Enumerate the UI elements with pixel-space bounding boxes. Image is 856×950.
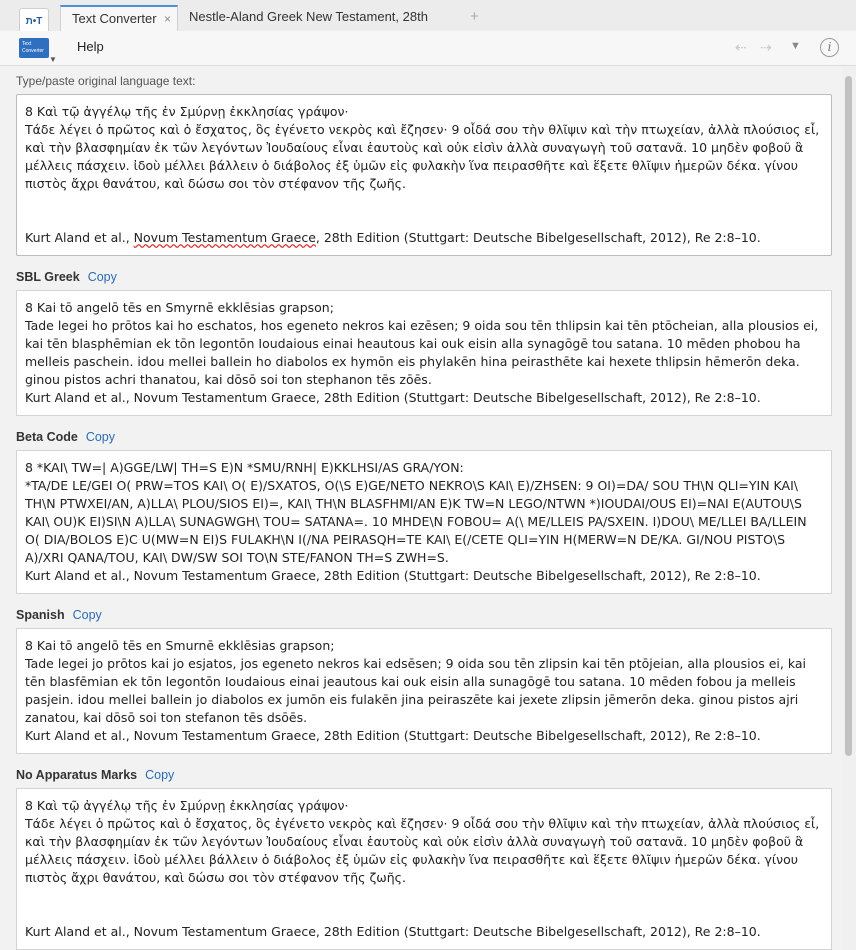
spanish-copy-button[interactable]: Copy: [72, 608, 102, 622]
spanish-line-1: 8 Kai tō angelō tēs en Smurnē ekklēsias grapson;: [25, 638, 335, 653]
beta-copy-button[interactable]: Copy: [85, 430, 116, 444]
tab-text-converter-label: Text Converter: [72, 11, 157, 26]
spanish-citation: Kurt Aland et al., Novum Testamentum Graece, 28th Edition (Stuttgart: Deutsche Bibelgesellschaft, 2012), Re 2:8–10.: [25, 728, 761, 743]
sbl-line-2: Tade legei ho prōtos kai ho eschatos, hos egeneto nekros kai ezēsen; 9 oida sou tēn thlipsin kai tēn ptōcheian, alla plousios ei, kai tēn blasphēmian ek tōn legontōn Ioudaious einai heautous kai ouk eisin alla synagōgē tou satana. 10 mēden phobou ha melleis paschein. idou mellei ballein ho diabolos ex hymōn eis phylakēn hina peirasthēte kai hexete thlipsin hēmerōn deka. ginou pistos achri thanatou, kai dōsō soi ton stephanon tēs zōēs.: [25, 318, 819, 387]
beta-code-output: [16, 450, 832, 594]
app-logo-icon: ת•T: [19, 8, 49, 36]
info-icon[interactable]: i: [820, 38, 839, 57]
sbl-greek-heading: SBL Greek Copy: [16, 270, 117, 284]
sbl-citation: Kurt Aland et al., Novum Testamentum Graece, 28th Edition (Stuttgart: Deutsche Bibelgesellschaft, 2012), Re 2:8–10.: [25, 390, 761, 405]
back-arrow-icon[interactable]: ⇠: [735, 39, 747, 55]
sbl-greek-output: [16, 290, 832, 416]
app-menu-caret-icon[interactable]: ▼: [49, 55, 57, 64]
beta-code-heading: Beta Code Copy: [16, 430, 116, 444]
tab-bar: [0, 0, 856, 31]
input-line-2: Τάδε λέγει ὁ πρῶτος καὶ ὁ ἔσχατος, ὃς ἐγένετο νεκρὸς καὶ ἔζησεν· 9 οἶδά σου τὴν θλῖψιν καὶ τὴν πτωχείαν, ἀλλὰ πλούσιος εἶ, καὶ τὴν βλασφημίαν ἐκ τῶν λεγόντων Ἰουδαίους εἶναι ἑαυτοὺς καὶ οὐκ εἰσὶν ἀλλὰ συναγωγὴ τοῦ σατανᾶ. 10 μηδὲν φοβοῦ ἃ μέλλεις πάσχειν. ἰδοὺ μέλλει βάλλειν ὁ διάβολος ἐξ ὑμῶν εἰς φυλακὴν ἵνα πειρασθῆτε καὶ ἕξετε θλῖψιν ἡμερῶν δέκα. γίνου πιστὸς ἄχρι θανάτου, καὶ δώσω σοι τὸν στέφανον τῆς ζωῆς.: [25, 122, 820, 191]
beta-citation: Kurt Aland et al., Novum Testamentum Graece, 28th Edition (Stuttgart: Deutsche Bibelgesellschaft, 2012), Re 2:8–10.: [25, 568, 761, 583]
dropdown-icon[interactable]: ▼: [790, 40, 801, 52]
no-apparatus-heading: No Apparatus Marks Copy: [16, 768, 175, 782]
beta-line-2: *TA/DE LE/GEI O( PRW=TOS KAI\ O( E)/SXATOS, O(\S E)GE/NETO NEKRO\S KAI\ E)/ZHSEN: 9 OI)=DA/ SOU TH\N QLI=YIN KAI\ TH\N PTWXEI/AN, A)LLA\ PLOU/SIOS EI)=, KAI\ TH\N BLASFHMI/AN E)K TW=N LEGO/NTWN *)IOUDAI/OUS EI)=NAI E(AUTOU\S KAI\ OU)K EI)SI\N A)LLA\ SUNAGWGH\ TOU= SATANA=. 10 MHDE\N FOBOU= A(\ ME/LLEIS PA/SXEIN. I)DOU\ ME/LLEI BA/LLEIN O( DIA/BOLOS E)C U(MW=N EI)S FULAKH\N I(/NA PEIRASQH=TE KAI\ E(/CETE QLI=YIN H(MERW=N DE/KA. GI/NOU PISTO\S A)/XRI QANA/TOU, KAI\ DW/SW SOI TO\N STE/FANON TH=S ZWH=S.: [25, 478, 807, 565]
spanish-output: [16, 628, 832, 754]
add-tab-icon[interactable]: +: [470, 8, 479, 25]
no-apparatus-output: [16, 788, 832, 950]
tab-text-converter[interactable]: [60, 5, 178, 31]
spanish-heading: Spanish Copy: [16, 608, 102, 622]
noapp-copy-button[interactable]: Copy: [145, 768, 175, 782]
sbl-line-1: 8 Kai tō angelō tēs en Smyrnē ekklēsias grapson;: [25, 300, 334, 315]
original-text-input[interactable]: [16, 94, 832, 256]
forward-arrow-icon[interactable]: ⇢: [760, 39, 772, 55]
sbl-copy-button[interactable]: Copy: [87, 270, 117, 284]
noapp-citation: Kurt Aland et al., Novum Testamentum Graece, 28th Edition (Stuttgart: Deutsche Bibelgesellschaft, 2012), Re 2:8–10.: [25, 924, 761, 939]
input-line-1: 8 Καὶ τῷ ἀγγέλῳ τῆς ἐν Σμύρνῃ ἐκκλησίας γράψον·: [25, 104, 349, 119]
converter-panel: [0, 66, 843, 950]
close-tab-icon[interactable]: ×: [163, 12, 171, 26]
input-label: Type/paste original language text:: [16, 74, 196, 88]
input-citation: Kurt Aland et al., Novum Testamentum Graece, 28th Edition (Stuttgart: Deutsche Bibelgesellschaft, 2012), Re 2:8–10.: [25, 230, 761, 245]
spanish-line-2: Tade legei jo prōtos kai jo esjatos, jos egeneto nekros kai edsēsen; 9 oida sou tēn zlipsin kai tēn ptōjeian, alla plousios ei, kai tēn blasfēmian ek tōn legontōn Ioudaious einai jeautous kai ouk eisin alla sunagōgē tou satana. 10 mēden fobou ja melleis pasjein. idou mellei ballein jo diabolos ex jumōn eis fulakēn jina peiraszēte kai jexete zlipsin jēmerōn deka. ginou pistos ajri zanatou, kai dōsō soi ton stefanon tēs dsōēs.: [25, 656, 806, 725]
beta-line-1: 8 *KAI\ TW=| A)GGE/LW| TH=S E)N *SMU/RNH| E)KKLHSI/AS GRA/YON:: [25, 460, 464, 475]
scrollbar-thumb[interactable]: [845, 76, 852, 756]
help-menu[interactable]: Help: [77, 39, 104, 54]
noapp-line-2: Τάδε λέγει ὁ πρῶτος καὶ ὁ ἔσχατος, ὃς ἐγένετο νεκρὸς καὶ ἔζησεν· 9 οἶδά σου τὴν θλῖψιν καὶ τὴν πτωχείαν, ἀλλὰ πλούσιος εἶ, καὶ τὴν βλασφημίαν ἐκ τῶν λεγόντων Ἰουδαίους εἶναι ἑαυτοὺς καὶ οὐκ εἰσὶν ἀλλὰ συναγωγὴ τοῦ σατανᾶ. 10 μηδὲν φοβοῦ ἃ μέλλεις πάσχειν. ἰδοὺ μέλλει βάλλειν ὁ διάβολος ἐξ ὑμῶν εἰς φυλακὴν ἵνα πειρασθῆτε καὶ ἕξετε θλῖψιν ἡμερῶν δέκα. γίνου πιστὸς ἄχρι θανάτου, καὶ δώσω σοι τὸν στέφανον τῆς ζωῆς.: [25, 816, 820, 885]
text-converter-app-icon[interactable]: Text Converter: [19, 38, 49, 58]
tab-nestle-aland[interactable]: [178, 5, 460, 31]
tab-nestle-aland-label: Nestle-Aland Greek New Testament, 28th: [189, 9, 428, 24]
toolbar: [0, 31, 856, 66]
vertical-scrollbar[interactable]: [843, 66, 856, 950]
noapp-line-1: 8 Καὶ τῷ ἀγγέλῳ τῆς ἐν Σμύρνῃ ἐκκλησίας γράψον·: [25, 798, 349, 813]
